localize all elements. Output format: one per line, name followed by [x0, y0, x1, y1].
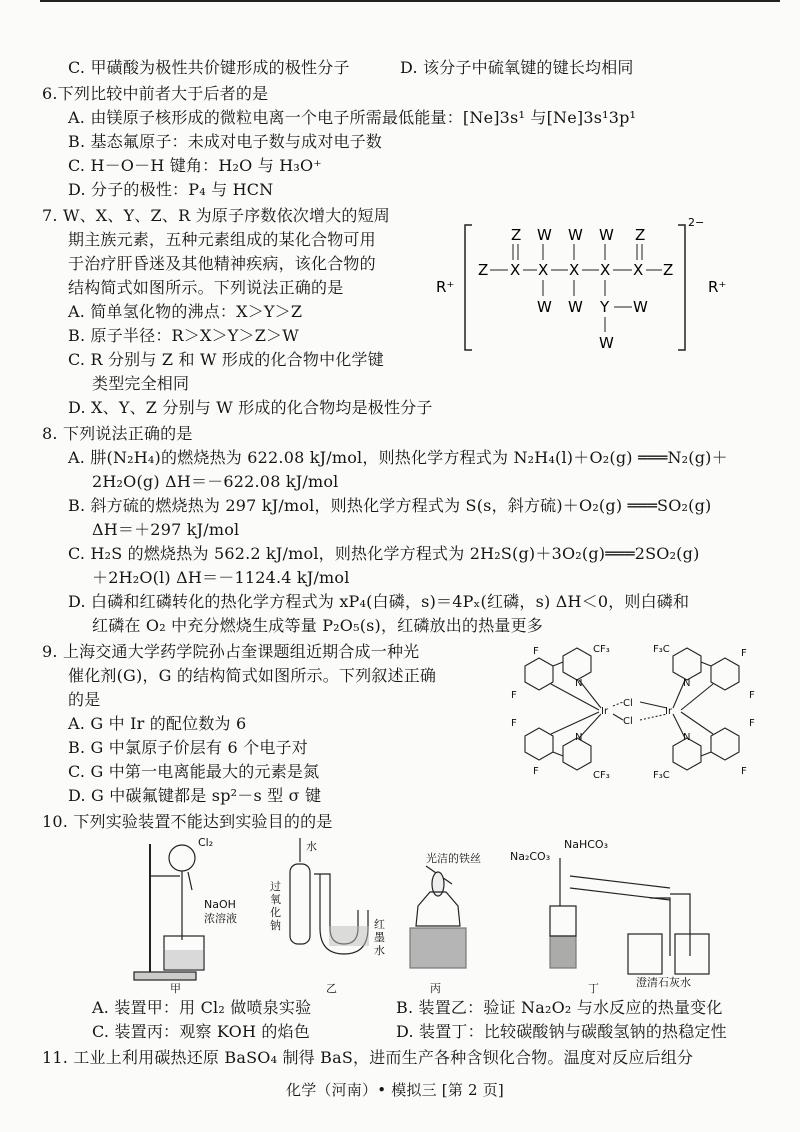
phenyl-ring-3 — [711, 658, 739, 690]
n-label-2: N — [575, 732, 583, 743]
label-wire: 光洁的铁丝 — [426, 852, 481, 865]
q8-stem: 8. 下列说法正确的是 — [42, 424, 193, 443]
bond-cl1-ir2 — [640, 702, 667, 708]
q10-option-a: A. 装置甲：用 Cl₂ 做喷泉实验 — [92, 998, 312, 1017]
q5-option-c: C. 甲磺酸为极性共价键形成的极性分子 — [68, 58, 350, 77]
q7-stem-3: 于治疗肝昏迷及其他精神疾病，该化合物的 — [68, 254, 376, 273]
atom-x-5: X — [633, 261, 644, 279]
q6-option-c: C. H－O－H 键角：H₂O 与 H₃O⁺ — [68, 156, 322, 175]
label-yi: 乙 — [326, 982, 337, 995]
label-na2o2-4: 钠 — [270, 919, 281, 932]
apparatus-yi — [290, 838, 369, 954]
label-nahco3: NaHCO₃ — [564, 838, 608, 851]
label-cl2: Cl₂ — [198, 836, 214, 849]
atom-z-right: Z — [663, 261, 674, 279]
q7-option-c-2: 类型完全相同 — [92, 374, 190, 393]
pyridine-ring-1 — [563, 648, 591, 680]
q7-structure-figure — [430, 210, 780, 360]
q10-option-b: B. 装置乙：验证 Na₂O₂ 与水反应的热量变化 — [396, 998, 723, 1017]
bond-ir1-cl2 — [613, 714, 623, 720]
q5-option-d: D. 该分子中硫氧键的键长均相同 — [400, 58, 634, 77]
f-label-5: F — [741, 648, 747, 659]
atom-w-bot-4: W — [599, 334, 614, 352]
cf3-label-1: CF₃ — [593, 644, 610, 655]
q9-option-d: D. G 中碳氟键都是 sp²－s 型 σ 键 — [68, 786, 322, 805]
q9-molecule-figure — [505, 640, 775, 790]
q6-option-d: D. 分子的极性：P₄ 与 HCN — [68, 180, 274, 199]
q8-option-d-2: 红磷在 O₂ 中充分燃烧生成等量 P₂O₅(s)，红磷放出的热量更多 — [92, 616, 543, 635]
f-label-7: F — [749, 718, 755, 729]
atom-x-3: X — [569, 261, 580, 279]
cation-right: R⁺ — [708, 278, 727, 296]
n-label-1: N — [575, 678, 583, 689]
label-ink-3: 水 — [374, 944, 385, 957]
q8-option-a-1: A. 肼(N₂H₄)的燃烧热为 622.08 kJ/mol，则热化学方程式为 N₂H₄(l)＋O₂(g) ═══N₂(g)＋ — [68, 448, 728, 467]
phenyl-ring-1 — [525, 658, 553, 690]
n-label-4: N — [683, 732, 691, 743]
apparatus-ding — [550, 858, 709, 974]
atom-w-top-3: W — [599, 226, 614, 244]
f-label-2: F — [511, 690, 517, 701]
label-limewater: 澄清石灰水 — [636, 976, 691, 989]
q8-option-d-1: D. 白磷和红磷转化的热化学方程式为 xP₄(白磷，s)＝4Pₓ(红磷，s) ΔH＜0，则白磷和 — [68, 592, 690, 611]
f-label-8: F — [741, 766, 747, 777]
atom-w-bot-3: W — [633, 298, 648, 316]
atom-y: Y — [600, 298, 610, 316]
q7-stem-1: 7. W、X、Y、Z、R 为原子序数依次增大的短周 — [42, 206, 391, 225]
label-ink-1: 红 — [374, 918, 385, 931]
phenyl-ring-2 — [525, 728, 553, 760]
label-na2o2-1: 过 — [270, 880, 281, 893]
atom-w-bot-2: W — [568, 298, 583, 316]
cation-left: R⁺ — [436, 278, 455, 296]
q10-stem: 10. 下列实验装置不能达到实验目的的是 — [42, 812, 333, 831]
q7-option-b: B. 原子半径：R＞X＞Y＞Z＞W — [68, 326, 299, 345]
q6-option-a: A. 由镁原子核形成的微粒电离一个电子所需最低能量：[Ne]3s¹ 与[Ne]3s¹3p¹ — [68, 108, 637, 127]
atom-z-top-1: Z — [511, 226, 522, 244]
cf3-label-2: CF₃ — [593, 770, 610, 781]
label-naoh: NaOH — [204, 898, 236, 911]
q8-option-b-1: B. 斜方硫的燃烧热为 297 kJ/mol，则热化学方程式为 S(s，斜方硫)＋O₂(g) ═══SO₂(g) — [68, 496, 712, 515]
q9-stem-1: 9. 上海交通大学药学院孙占奎课题组近期合成一种光 — [42, 642, 420, 661]
q10-apparatus-figure — [130, 836, 750, 996]
label-jia: 甲 — [170, 982, 181, 995]
f-label-1: F — [533, 646, 539, 657]
label-na2co3: Na₂CO₃ — [510, 850, 551, 863]
ir-label-1: Ir — [601, 706, 609, 717]
label-naoh-conc: 浓溶液 — [204, 912, 237, 925]
bond-ir2-c2 — [681, 712, 713, 734]
atom-z-left: Z — [478, 261, 489, 279]
q9-stem-3: 的是 — [68, 690, 101, 709]
label-ink-2: 墨 — [374, 931, 385, 944]
q7-option-a: A. 简单氢化物的沸点：X＞Y＞Z — [68, 302, 303, 321]
f3c-label-2: F₃C — [653, 770, 670, 781]
q9-option-b: B. G 中氯原子价层有 6 个电子对 — [68, 738, 308, 757]
label-na2o2-3: 化 — [270, 906, 281, 919]
apparatus-jia — [134, 844, 204, 980]
top-rule — [40, 0, 780, 6]
f-label-3: F — [511, 718, 517, 729]
atom-x-4: X — [600, 261, 611, 279]
q9-stem-2: 催化剂(G)，G 的结构简式如图所示。下列叙述正确 — [68, 666, 437, 685]
atom-z-top-2: Z — [635, 226, 646, 244]
label-ding: 丁 — [588, 982, 599, 995]
right-bracket — [678, 225, 685, 350]
q10-option-d: D. 装置丁：比较碳酸钠与碳酸氢钠的热稳定性 — [396, 1022, 727, 1041]
q6-option-b: B. 基态氟原子：未成对电子数与成对电子数 — [68, 132, 383, 151]
cl-label-1: Cl — [623, 698, 633, 709]
q8-option-c-1: C. H₂S 的燃烧热为 562.2 kJ/mol，则热化学方程式为 2H₂S(g)＋3O₂(g)═══2SO₂(g) — [68, 544, 700, 563]
f3c-label-1: F₃C — [653, 644, 670, 655]
q7-stem-2: 期主族元素，五种元素组成的某化合物可用 — [68, 230, 376, 249]
f-label-6: F — [749, 690, 755, 701]
pyridine-ring-3 — [673, 648, 701, 680]
label-water: 水 — [306, 840, 317, 853]
atom-w-bot-1: W — [537, 298, 552, 316]
cl-label-2: Cl — [623, 716, 633, 727]
q9-option-c: C. G 中第一电离能最大的元素是氮 — [68, 762, 320, 781]
atom-x-2: X — [538, 261, 549, 279]
atom-x-1: X — [510, 261, 521, 279]
q11-stem: 11. 工业上利用碳热还原 BaSO₄ 制得 BaS，进而生产各种含钡化合物。温度对反应后组分 — [42, 1048, 694, 1067]
q9-option-a: A. G 中 Ir 的配位数为 6 — [68, 714, 247, 733]
bond-cl2-ir2 — [640, 714, 667, 720]
label-bing: 丙 — [430, 982, 441, 995]
atom-w-top-1: W — [537, 226, 552, 244]
bond-ir1-c2 — [551, 712, 599, 734]
q7-option-c-1: C. R 分别与 Z 和 W 形成的化合物中化学键 — [68, 350, 384, 369]
ir-label-2: Ir — [665, 706, 673, 717]
q8-option-c-2: ＋2H₂O(l) ΔH＝－1124.4 kJ/mol — [92, 568, 350, 587]
atom-w-top-2: W — [568, 226, 583, 244]
apparatus-bing — [410, 866, 466, 968]
left-bracket — [465, 225, 472, 350]
n-label-3: N — [683, 678, 691, 689]
q10-option-c: C. 装置丙：观察 KOH 的焰色 — [92, 1022, 311, 1041]
f-label-4: F — [533, 766, 539, 777]
label-na2o2-2: 氧 — [270, 893, 281, 906]
bond-ir1-cl1 — [613, 702, 623, 706]
phenyl-ring-4 — [711, 728, 739, 760]
q7-option-d: D. X、Y、Z 分别与 W 形成的化合物均是极性分子 — [68, 398, 433, 417]
q7-stem-4: 结构简式如图所示。下列说法正确的是 — [68, 278, 344, 297]
q8-option-b-2: ΔH＝＋297 kJ/mol — [92, 520, 240, 539]
anion-charge: 2− — [688, 216, 705, 229]
q8-option-a-2: 2H₂O(g) ΔH＝－622.08 kJ/mol — [92, 472, 339, 491]
q6-stem: 6.下列比较中前者大于后者的是 — [42, 84, 269, 103]
page-footer: 化学（河南）• 模拟三 [第 2 页] — [286, 1081, 504, 1099]
